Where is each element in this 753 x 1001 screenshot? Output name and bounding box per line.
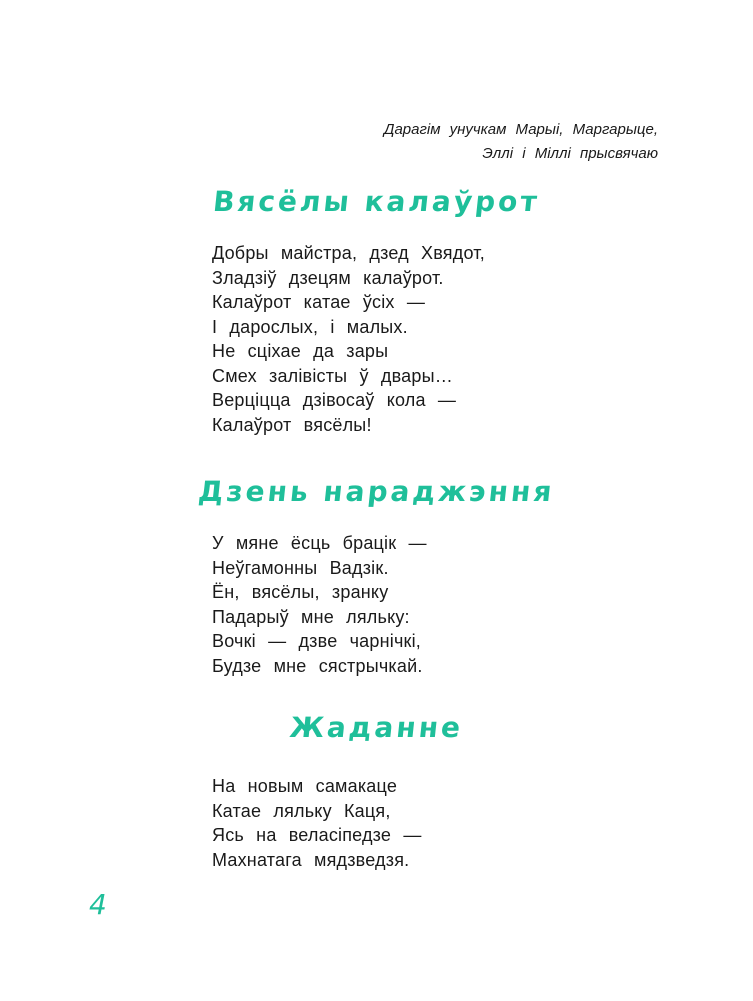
poem-line: Ясь на веласіпедзе — bbox=[212, 825, 422, 845]
page-number: 4 bbox=[89, 888, 107, 921]
poem-line: Не сціхае да зары bbox=[212, 341, 389, 361]
poem-line: Калаўрот вясёлы! bbox=[212, 414, 372, 435]
poem-line: Смех залівісты ў двары… bbox=[212, 365, 453, 386]
poem-line: У мяне ёсць брацік — bbox=[212, 533, 427, 553]
poem-line: Калаўрот катае ўсіх — bbox=[212, 292, 426, 312]
dedication-line-1: Дарагім унучкам Марыі, Маргарыце, bbox=[383, 121, 658, 138]
dedication-line-2: Эллі і Міллі прысвячаю bbox=[482, 145, 658, 162]
poem-stanza-3 bbox=[212, 774, 422, 872]
poem-stanza-2 bbox=[212, 531, 427, 678]
poem-title-2: Дзень нараджэння bbox=[196, 475, 557, 508]
poem-line: Катае ляльку Каця, bbox=[212, 800, 391, 821]
poem-line: Махнатага мядзведзя. bbox=[212, 849, 410, 870]
poem-title-1: Вясёлы калаўрот bbox=[211, 185, 542, 218]
poem-line: Зладзіў дзецям калаўрот. bbox=[212, 267, 444, 288]
poem-line: Ён, вясёлы, зранку bbox=[212, 582, 389, 602]
poem-title-3: Жаданне bbox=[288, 711, 465, 744]
poem-line: На новым самакаце bbox=[212, 776, 398, 796]
poem-line: Вочкі — дзве чарнічкі, bbox=[212, 631, 421, 651]
poem-line: І дарослых, і малых. bbox=[212, 316, 408, 337]
poem-line: Верціцца дзівосаў кола — bbox=[212, 390, 457, 410]
poem-line: Добры майстра, дзед Хвядот, bbox=[212, 243, 485, 263]
dedication bbox=[384, 118, 658, 166]
poem-stanza-1 bbox=[212, 241, 485, 437]
poem-line: Неўгамонны Вадзік. bbox=[212, 557, 389, 578]
poem-line: Будзе мне сястрычкай. bbox=[212, 655, 423, 676]
poem-line: Падарыў мне ляльку: bbox=[212, 606, 410, 627]
